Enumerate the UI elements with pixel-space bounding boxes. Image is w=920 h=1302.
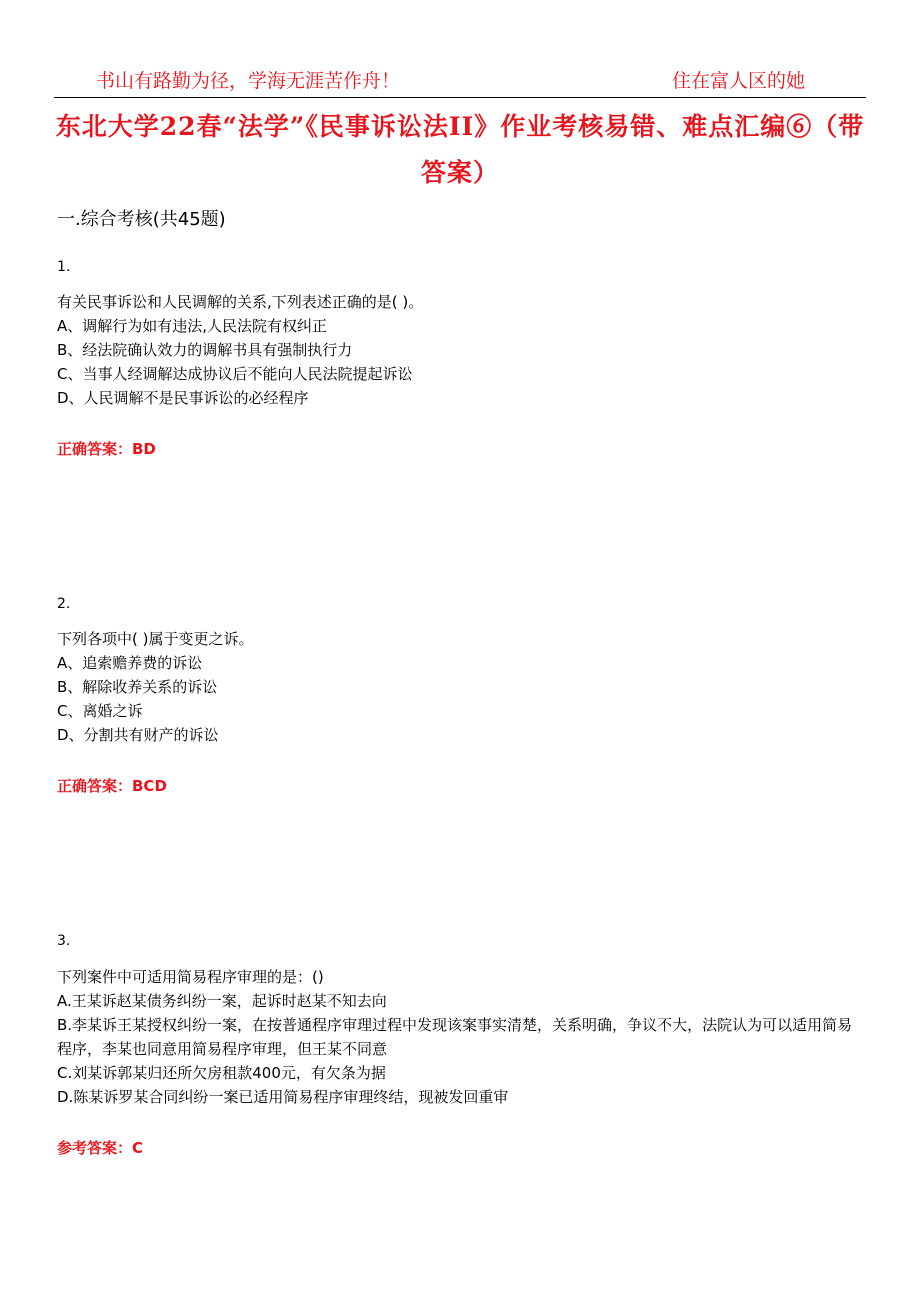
question-1-option-b: B、经法院确认效力的调解书具有强制执行力 bbox=[57, 341, 353, 359]
question-3-number: 3. bbox=[57, 933, 71, 949]
question-1-number: 1. bbox=[57, 259, 71, 275]
question-3-option-a: A.王某诉赵某债务纠纷一案，起诉时赵某不知去向 bbox=[57, 992, 387, 1010]
header-divider bbox=[54, 97, 866, 98]
question-3-option-c: C.刘某诉郭某归还所欠房租款400元，有欠条为据 bbox=[57, 1064, 386, 1082]
question-2-body bbox=[57, 627, 867, 747]
question-1-option-c: C、当事人经调解达成协议后不能向人民法院提起诉讼 bbox=[57, 365, 413, 383]
question-3-option-b: B.李某诉王某授权纠纷一案，在按普通程序审理过程中发现该案事实清楚，关系明确，争议不大，法院认为可以适用简易程序，李某也同意用简易程序审理，但王某不同意 bbox=[57, 1016, 853, 1058]
question-2-number: 2. bbox=[57, 596, 71, 612]
question-3-stem: 下列案件中可适用简易程序审理的是：() bbox=[57, 968, 324, 986]
question-2-option-a: A、追索赡养费的诉讼 bbox=[57, 654, 203, 672]
question-2-stem: 下列各项中( )属于变更之诉。 bbox=[57, 630, 254, 648]
question-3-option-d: D.陈某诉罗某合同纠纷一案已适用简易程序审理终结，现被发回重审 bbox=[57, 1088, 509, 1106]
question-2-option-b: B、解除收养关系的诉讼 bbox=[57, 678, 218, 696]
question-1-option-a: A、调解行为如有违法,人民法院有权纠正 bbox=[57, 317, 328, 335]
document-title: 东北大学22春“法学”《民事诉讼法II》作业考核易错、难点汇编⑥（带答案） bbox=[55, 112, 865, 187]
question-3-answer: 参考答案：C bbox=[57, 1139, 144, 1157]
section-heading: 一.综合考核(共45题) bbox=[57, 209, 226, 230]
question-1-option-d: D、人民调解不是民事诉讼的必经程序 bbox=[57, 389, 309, 407]
header-author: 住在富人区的她 bbox=[672, 70, 806, 92]
question-1-body bbox=[57, 290, 867, 410]
question-2-option-d: D、分割共有财产的诉讼 bbox=[57, 726, 219, 744]
header-motto: 书山有路勤为径，学海无涯苦作舟！ bbox=[96, 70, 401, 92]
question-1-answer: 正确答案：BD bbox=[57, 440, 156, 458]
question-3-body bbox=[57, 965, 867, 1109]
question-1-stem: 有关民事诉讼和人民调解的关系,下列表述正确的是( )。 bbox=[57, 293, 424, 311]
question-2-option-c: C、离婚之诉 bbox=[57, 702, 143, 720]
question-2-answer: 正确答案：BCD bbox=[57, 777, 167, 795]
